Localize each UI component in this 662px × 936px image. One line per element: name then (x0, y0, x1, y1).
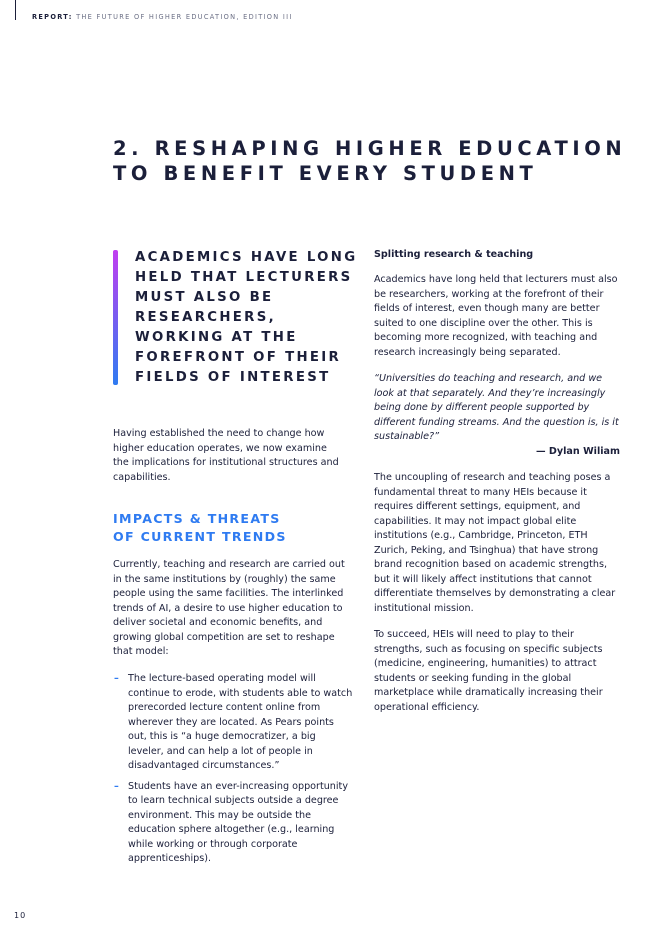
trend-list (113, 672, 353, 873)
list-item (113, 672, 353, 774)
list-item-text: The lecture-based operating model will continue to erode, with students able to watch prerecorded lecture content online from wherever they are located. As Pears points out, this is “a huge democratizer, a big leveler, and can help a lot of people in disadvantaged circumstances.” (128, 673, 353, 771)
section-heading-line-2: OF CURRENT TRENDS (113, 529, 287, 544)
pull-quote: ACADEMICS HAVE LONG HELD THAT LECTURERS MUST ALSO BE RESEARCHERS, WORKING AT THE FOREFRONT OF THEIR FIELDS OF INTEREST (135, 250, 358, 385)
section-paragraph: Currently, teaching and research are carried out in the same institutions by (roughly) the same people using the same facilities. The interlinked trends of AI, a desire to use higher education to deliver societal and economic benefits, and growing global competition are set to reshape that model: (113, 559, 345, 657)
page-title-line-1: 2. RESHAPING HIGHER EDUCATION (113, 137, 627, 160)
section-heading (113, 510, 353, 546)
report-header-text: THE FUTURE OF HIGHER EDUCATION, EDITION III (76, 13, 293, 21)
page-title (113, 136, 626, 186)
sidebar-quote: “Universities do teaching and research, and we look at that separately. And they’re increasingly being done by different people supported by different funding streams. And the question is, is it sustainable?” (374, 373, 619, 442)
sidebar-column (374, 248, 620, 727)
report-header (32, 13, 293, 21)
quote-attribution: — Dylan Wiliam (535, 445, 620, 457)
page-title-line-2: TO BENEFIT EVERY STUDENT (113, 162, 538, 185)
list-item-text: Students have an ever-increasing opportunity to learn technical subjects outside a degree environment. This may be outside the education sphere altogether (e.g., learning while working or through corporate apprenticeships). (128, 780, 348, 864)
section-heading-line-1: IMPACTS & THREATS (113, 511, 281, 526)
dash-bullet-icon: – (114, 673, 119, 684)
sidebar-paragraph-3: To succeed, HEIs will need to play to their strengths, such as focusing on specific subjects (medicine, engineering, humanities) to attract students or seeking funding in the global marketplace while dramatically increasing their operational efficiency. (374, 629, 603, 713)
sidebar-paragraph-2: The uncoupling of research and teaching poses a fundamental threat to many HEIs because it requires different settings, equipment, and capabilities. It may not impact global elite institutions (e.g., Cambridge, Princeton, ETH Zurich, Peking, and Tsinghua) that have strong brand recognition based on academic strengths, but it will likely affect institutions that cannot differentiate themselves by demonstrating a clear institutional mission. (374, 472, 616, 614)
intro-paragraph: Having established the need to change how higher education operates, we now examine the implications for institutional structures and capabilities. (113, 428, 339, 483)
report-header-label: REPORT: (32, 13, 73, 21)
sidebar-heading: Splitting research & teaching (374, 249, 534, 260)
pull-quote-accent-bar (113, 250, 118, 385)
list-item (113, 780, 353, 867)
sidebar-paragraph-1: Academics have long held that lecturers must also be researchers, working at the forefront of their fields of interest, even though many are better suited to one discipline over the other. This is becoming more recognized, with teaching and research increasingly being separated. (374, 274, 618, 358)
page-number: 10 (14, 911, 27, 920)
dash-bullet-icon: – (114, 780, 119, 792)
header-rule (15, 0, 16, 20)
